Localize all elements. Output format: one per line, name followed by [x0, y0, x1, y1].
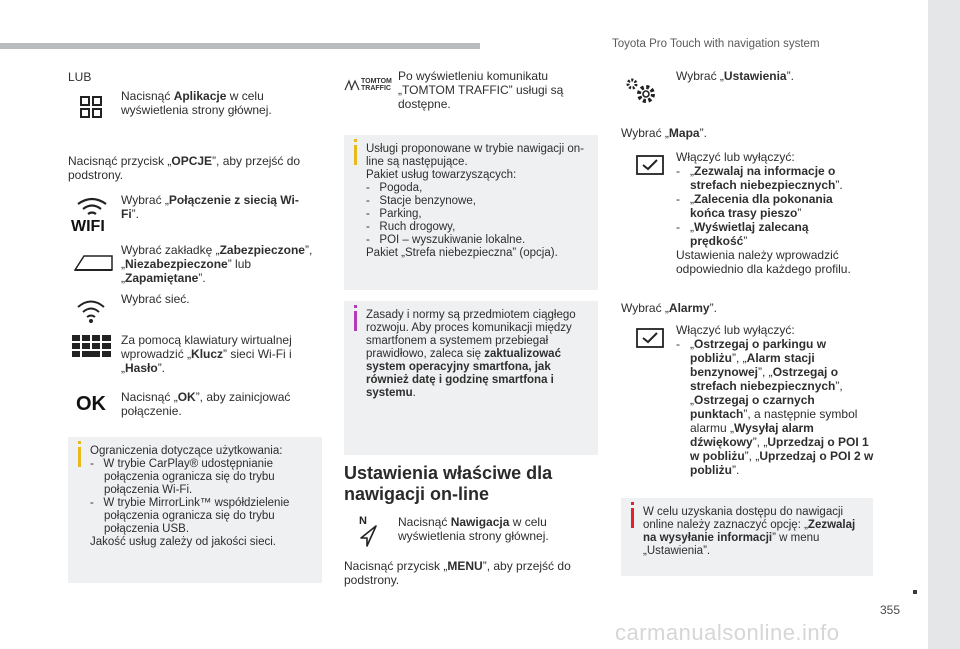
key-instruction: Za pomocą klawiatury wirtualnej wprowadzić „Klucz” sieci Wi-Fi i „Hasło”. — [121, 333, 292, 375]
settings-gear-icon — [624, 76, 660, 106]
traffic-wave-icon — [344, 78, 360, 92]
map-toggle-list: Włączyć lub wyłączyć: - „Zezwalaj na informacje o strefach niebezpiecznych”. - „Zalecenia dla pokonania końca trasy pieszo” - „Wyświetlaj zalecaną prędkość” Ustawienia należy wprowadzić odpowiednio dla każdego profilu. — [676, 150, 851, 276]
tab-icon — [74, 255, 114, 271]
svg-text:N: N — [359, 515, 367, 527]
tomtom-traffic-text: Po wyświetleniu komunikatu „TOMTOM TRAFFIC” usługi są dostępne. — [398, 69, 564, 111]
alarm-toggle-list: Włączyć lub wyłączyć: - „Ostrzegaj o parkingu w pobliżu”, „Alarm stacji benzynowej”, „Ostrzegaj o strefach niebezpiecznych”, „Ostrzegaj o czarnych punktach”, a następnie symbol alarmu „Wysyłaj alarm dźwiękowy”, „Uprzedzaj o POI 1 w pobliżu”, „Uprzedzaj o POI 2 w pobliżu”. — [676, 323, 874, 477]
settings-instruction: Wybrać „Ustawienia”. — [676, 69, 794, 83]
info-icon — [354, 311, 357, 331]
ok-instruction: Nacisnąć „OK”, aby zainicjować połączenie. — [121, 390, 291, 418]
wifi-signal-icon — [76, 298, 106, 324]
page-edge-strip — [928, 0, 960, 649]
menu-instruction: Nacisnąć przycisk „MENU”, aby przejść do podstrony. — [344, 559, 571, 587]
navigation-icon — [358, 514, 378, 548]
info-icon — [354, 145, 357, 165]
page-number: 355 — [880, 603, 901, 617]
lub-label: LUB — [68, 70, 92, 84]
section-marker — [913, 590, 917, 594]
usage-limits-note: Ograniczenia dotyczące użytkowania: - W trybie CarPlay® udostępnianie połączenia ogranicza się do trybu połączenia Wi-Fi. - W trybie MirrorLink™ współdzielenie połączenia ogranicza się do trybu połączenia USB. Jakość usług zależy od jakości sieci. — [68, 437, 322, 583]
header-bar — [0, 43, 480, 49]
watermark: carmanualsonline.info — [615, 620, 840, 645]
apps-instruction: Nacisnąć Aplikacje w celu wyświetlenia strony głównej. — [121, 89, 272, 117]
keyboard-icon — [72, 335, 112, 357]
checkbox-icon — [636, 155, 664, 175]
nav-instruction: Nacisnąć Nawigacja w celu wyświetlenia strony głównej. — [398, 515, 549, 543]
mapa-instruction: Wybrać „Mapa”. — [621, 126, 707, 140]
warning-icon — [631, 508, 634, 528]
warning-note: W celu uzyskania dostępu do nawigacji online należy zaznaczyć opcję: „Zezwalaj na wysyłanie informacji” w menu „Ustawienia”. — [621, 498, 873, 576]
manual-title: Toyota Pro Touch with navigation system — [612, 38, 820, 50]
apps-grid-icon — [80, 96, 102, 118]
tab-instruction: Wybrać zakładkę „Zabezpieczone”, „Niezabezpieczone” lub „Zapamiętane”. — [121, 243, 313, 285]
network-instruction: Wybrać sieć. — [121, 292, 190, 306]
online-services-note: Usługi proponowane w trybie nawigacji on-line są następujące. Pakiet usług towarzyszących: - Pogoda, - Stacje benzynowe, - Parking, - Ruch drogowy, - POI – wyszukiwanie lokalne. Pakiet „Strefa niebezpieczna” (opcja). — [344, 135, 598, 290]
opcje-instruction: Nacisnąć przycisk „OPCJE”, aby przejść do podstrony. — [68, 154, 301, 182]
section-heading: Ustawienia właściwe dla nawigacji on-line — [344, 463, 553, 504]
wifi-icon — [72, 196, 112, 216]
alarmy-instruction: Wybrać „Alarmy”. — [621, 301, 717, 315]
wifi-connection-instruction: Wybrać „Połączenie z siecią Wi-Fi”. — [121, 193, 299, 221]
wifi-label: WIFI — [71, 218, 105, 235]
info-icon — [78, 447, 81, 467]
ok-icon: OK — [76, 393, 106, 415]
checkbox-icon — [636, 328, 664, 348]
smartfon-update-note: Zasady i normy są przedmiotem ciągłego rozwoju. Aby proces komunikacji między smartfonem a systemem przebiegał prawidłowo, zaleca się zaktualizować system operacyjny smartfona, jak również datę i godzinę smartfona i systemu. — [344, 301, 598, 455]
